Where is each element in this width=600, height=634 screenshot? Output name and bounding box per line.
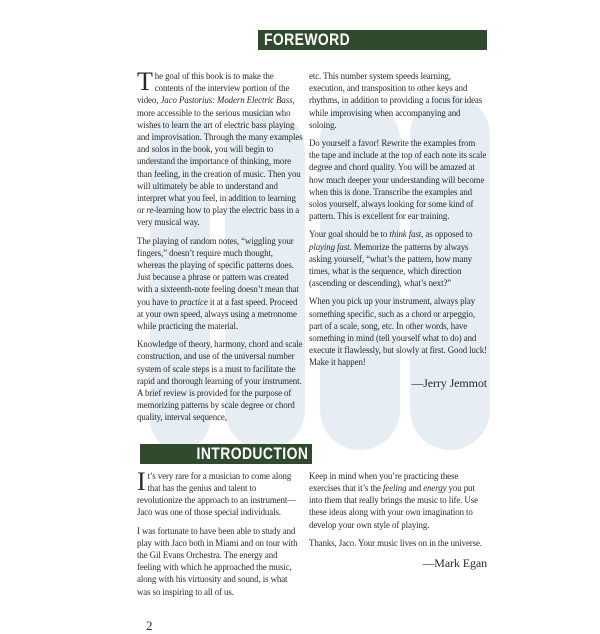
text: Keep in mind when you’re practicing these exercises that it’s the — [309, 470, 459, 493]
page-number: 2 — [146, 617, 153, 633]
italic-text: think fast — [389, 229, 422, 240]
text: Your goal should be to — [309, 229, 390, 240]
introduction-left-column — [137, 466, 303, 604]
paragraph — [309, 537, 487, 549]
text: Thanks, Jaco. Your music lives on in the universe. — [309, 537, 482, 548]
text: , as opposed to — [421, 229, 473, 240]
italic-text: playing fast — [309, 241, 350, 252]
signature: —Mark Egan — [422, 555, 487, 570]
foreword-left-column — [137, 67, 303, 430]
introduction-right-column — [309, 470, 487, 569]
italic-text: Jaco Pastorius: Modern Electric Bass — [160, 95, 293, 106]
paragraph — [309, 470, 487, 531]
text: , more accessible to the serious musician who wishes to learn the art of electric bass playing and improvisation. Through the many examples and solos in the book, you will begin to understand the importance of thinking, more than feeling, in the creation of music. Then you will ultimately be able to understand and interpret what you feel, in addition to learning or — [137, 95, 303, 216]
text: -learning how to play the electric bass in a very musical way. — [137, 205, 300, 228]
introduction-heading: INTRODUCTION — [140, 444, 312, 464]
foreword-right-column — [309, 70, 487, 389]
paragraph — [309, 70, 487, 131]
foreword-heading: FOREWORD — [258, 30, 487, 50]
text: The playing of random notes, “wiggling your fingers,” doesn’t require much thought, whereas the playing of specific patterns does. Just because a phrase or pattern was created with a sixteenth-note feeling doesn’t mean that you have to — [137, 235, 299, 307]
paragraph — [309, 228, 487, 289]
page-content — [137, 0, 487, 604]
paragraph — [137, 67, 303, 229]
paragraph — [137, 338, 303, 423]
text: it at a fast speed. Proceed at your own speed, always using a metronome while practicing the material. — [137, 296, 298, 332]
italic-text: practice — [179, 296, 208, 307]
paragraph — [137, 235, 303, 333]
text: I was fortunate to have been able to study and play with Jaco both in Miami and on tour with the Gil Evans Orchestra. The energy and feeling with which he approached the music, along with his virtuosity and sound, is what was so inspiring to all of us. — [137, 525, 298, 597]
signature: —Jerry Jemmot — [411, 375, 487, 390]
paragraph — [137, 466, 303, 519]
text: etc. This number system speeds learning, execution, and transposition to other keys and rhythms, in addition to providing a focus for ideas while improvising when accompanying and soloing. — [309, 71, 483, 130]
text: Knowledge of theory, harmony, chord and scale construction, and use of the universal number system of scale steps is a must to facilitate the rapid and thorough learning of your instrument. A brief review is provided for the purpose of memorizing patterns by scale degree or chord quality, interval sequence, — [137, 339, 303, 423]
text: Do yourself a favor! Rewrite the examples from the tape and include at the top of each note its scale degree and chord quality. You will be amazed at how much deeper your understanding will become when this is done. Transcribe the examples and solos yourself, always looking for some kind of pattern. This is excellent for ear training. — [309, 138, 487, 222]
text: When you pick up your instrument, always play something specific, such as a chord or arpeggio, part of a scale, song, etc. In other words, have something in mind (tell yourself what to do) and execute it flawlessly, but slowly at first. Good luck! Make it happen! — [309, 296, 487, 368]
italic-text: energy — [423, 482, 447, 493]
drop-cap: I — [137, 466, 146, 496]
text: you put into them that really brings the music to life. Use these ideas along with your own imagination to develop your own style of playing. — [309, 482, 478, 530]
introduction-body — [137, 466, 487, 604]
paragraph — [309, 137, 487, 222]
foreword-body — [137, 67, 487, 430]
text: he goal of this book is to make the contents of the interview portion of the video, — [137, 71, 290, 106]
paragraph — [309, 295, 487, 368]
paragraph — [137, 525, 303, 598]
italic-text: feeling — [383, 482, 407, 493]
italic-text: re — [146, 205, 154, 216]
text: t’s very rare for a musician to come along that has the genius and talent to revolutionize the approach to an instrument—Jaco was one of those special individuals. — [137, 470, 296, 518]
drop-cap: T — [137, 67, 153, 96]
text: and — [406, 482, 424, 493]
text: . Memorize the patterns by always asking yourself, “what’s the pattern, how many times, what is the sequence, which direction (ascending or descending), what’s next?” — [309, 241, 472, 289]
